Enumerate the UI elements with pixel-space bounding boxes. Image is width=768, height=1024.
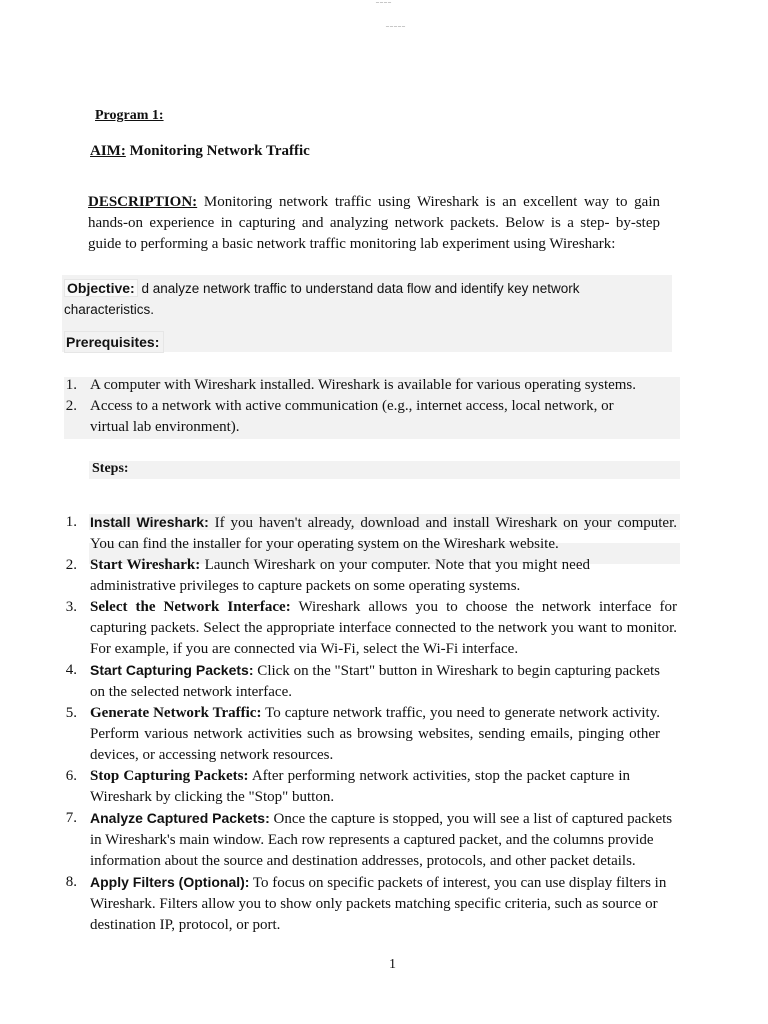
- objective-label: Objective:: [64, 279, 138, 297]
- step-text: Click on the "Start" button in Wireshark to begin capturing packets on the selected network interface.: [90, 663, 660, 700]
- list-item-number: 1.: [65, 377, 77, 393]
- list-item: [63, 597, 677, 660]
- list-item: [63, 872, 680, 936]
- step-title: Apply Filters (Optional):: [90, 874, 250, 890]
- page-number: 1: [389, 957, 396, 972]
- list-item: [63, 766, 630, 808]
- step-text: To capture network traffic, you need to generate network activity. Perform various network activities such as browsing websites, sending emails, pinging other devices, or accessing network resources.: [90, 705, 660, 763]
- prerequisites-label: Prerequisites:: [64, 331, 164, 353]
- step-text: To focus on specific packets of interest, you can use display filters in Wireshark. Filters allow you to show only packets matching specific criteria, such as source or destination IP, protocol, or port.: [90, 875, 667, 933]
- step-title: Select the Network Interface:: [90, 599, 291, 615]
- list-item: [63, 555, 590, 597]
- step-text: After performing network activities, stop the packet capture in Wireshark by clicking the "Stop" button.: [90, 768, 630, 805]
- step-title: Generate Network Traffic:: [90, 705, 262, 721]
- list-item-text: Access to a network with active communication (e.g., internet access, local network, or virtual lab environment).: [90, 398, 614, 435]
- objective-text: d analyze network traffic to understand data flow and identify key network characteristics.: [64, 281, 580, 317]
- list-item-number: 5.: [65, 705, 77, 721]
- list-item: [63, 808, 680, 872]
- step-title: Start Capturing Packets:: [90, 662, 254, 678]
- step-title: Install Wireshark:: [90, 514, 209, 530]
- aim-text: Monitoring Network Traffic: [125, 143, 310, 159]
- step-text: If you haven't already, download and install Wireshark on your computer. You can find the installer for your operating system on the Wireshark website.: [90, 515, 677, 552]
- step-title: Stop Capturing Packets:: [90, 768, 249, 784]
- program-title: Program 1:: [95, 108, 164, 123]
- list-item: [63, 375, 653, 396]
- steps-list: [63, 512, 677, 936]
- step-text: Wireshark allows you to choose the network interface for capturing packets. Select the appropriate interface connected to the network you want to monitor. For example, if you are connected via Wi-Fi, select the Wi-Fi interface.: [90, 599, 677, 657]
- list-item-number: 3.: [65, 599, 77, 615]
- steps-label-shade: [89, 461, 680, 479]
- steps-label: Steps:: [92, 461, 129, 476]
- step-title: Analyze Captured Packets:: [90, 810, 270, 826]
- step-title: Start Wireshark:: [90, 557, 201, 573]
- step-text: Launch Wireshark on your computer. Note that you might need administrative privileges to capture packets on some operating systems.: [90, 557, 590, 594]
- list-item-number: 2.: [65, 398, 77, 414]
- description-text: Monitoring network traffic using Wireshark is an excellent way to gain hands-on experience in capturing and analyzing network packets. Below is a step- by-step guide to performing a basic network traffic monitoring lab experiment using Wireshark:: [88, 194, 660, 252]
- list-item-number: 4.: [65, 662, 77, 678]
- list-item-number: 6.: [65, 768, 77, 784]
- list-item-number: 1.: [65, 514, 77, 530]
- list-item: [63, 660, 660, 703]
- list-item-text: A computer with Wireshark installed. Wireshark is available for various operating systems.: [90, 377, 637, 393]
- description-label: DESCRIPTION:: [88, 194, 198, 210]
- list-item: [63, 703, 660, 766]
- header-mark-top: ____: [376, 0, 392, 4]
- list-item: [63, 396, 653, 438]
- objective-paragraph: [64, 278, 664, 320]
- header-mark-bottom: _____: [386, 22, 406, 28]
- aim-line: [90, 143, 310, 160]
- list-item: [63, 512, 677, 555]
- prerequisites-list: [63, 375, 653, 438]
- list-item-number: 2.: [65, 557, 77, 573]
- aim-label: AIM:: [90, 143, 126, 159]
- list-item-number: 8.: [65, 874, 77, 890]
- step-text: Once the capture is stopped, you will see a list of captured packets in Wireshark's main window. Each row represents a captured packet, and the columns provide information about the source and destination addresses, protocols, and other packet details.: [90, 811, 673, 869]
- list-item-number: 7.: [65, 810, 77, 826]
- description-paragraph: [88, 192, 660, 255]
